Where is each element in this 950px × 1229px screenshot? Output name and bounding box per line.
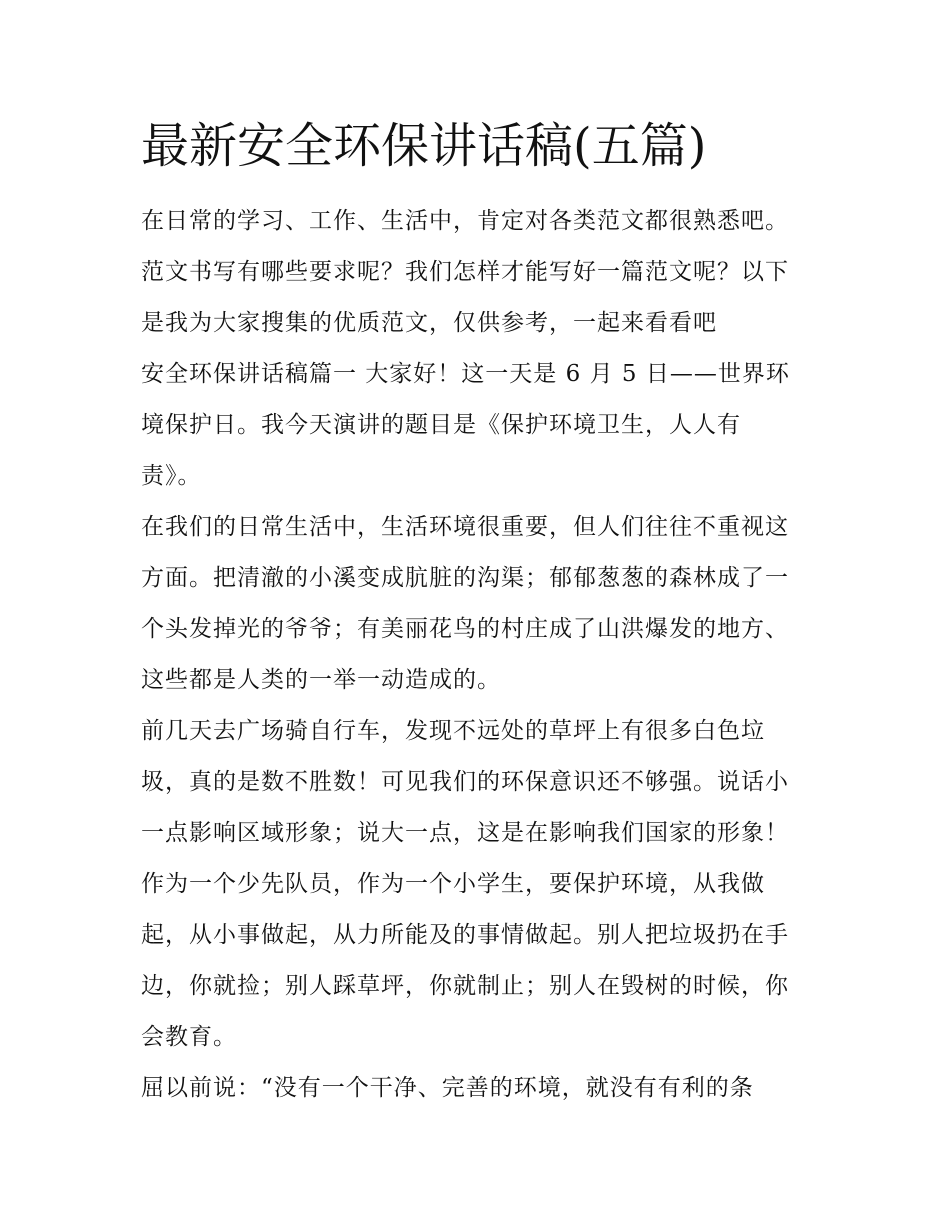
body-line: 这些都是人类的一举一动造成的。 [141,667,501,693]
document-title: 最新安全环保讲话稿(五篇) [141,118,707,174]
body-line: 一点影响区域形象；说大一点，这是在影响我们国家的形象！ [141,820,789,846]
body-line: 在日常的学习、工作、生活中，肯定对各类范文都很熟悉吧。 [141,208,789,234]
body-line: 在我们的日常生活中，生活环境很重要，但人们往往不重视这 [141,514,789,540]
body-line: 前几天去广场骑自行车，发现不远处的草坪上有很多白色垃 [141,718,765,744]
body-line: 是我为大家搜集的优质范文，仅供参考，一起来看看吧 [141,310,717,336]
body-line: 作为一个少先队员，作为一个小学生，要保护环境，从我做 [141,871,765,897]
body-line: 边，你就捡；别人踩草坪，你就制止；别人在毁树的时候，你 [141,973,789,999]
body-line: 个头发掉光的爷爷；有美丽花鸟的村庄成了山洪爆发的地方、 [141,616,789,642]
body-line: 会教育。 [141,1024,237,1050]
document-body [141,196,821,1114]
body-line: 范文书写有哪些要求呢？我们怎样才能写好一篇范文呢？以下 [141,259,789,285]
body-line: 屈以前说：“没有一个干净、完善的环境，就没有有利的条 [141,1075,754,1101]
body-line: 圾，真的是数不胜数！可见我们的环保意识还不够强。说话小 [141,769,789,795]
body-line: 责》。 [141,463,202,489]
body-line: 起，从小事做起，从力所能及的事情做起。别人把垃圾扔在手 [141,922,789,948]
body-line: 境保护日。我今天演讲的题目是《保护环境卫生，人人有 [141,412,741,438]
body-line: 方面。把清澈的小溪变成肮脏的沟渠；郁郁葱葱的森林成了一 [141,565,789,591]
body-line: 安全环保讲话稿篇一 大家好！这一天是 6 月 5 日——世界环 [141,361,790,387]
